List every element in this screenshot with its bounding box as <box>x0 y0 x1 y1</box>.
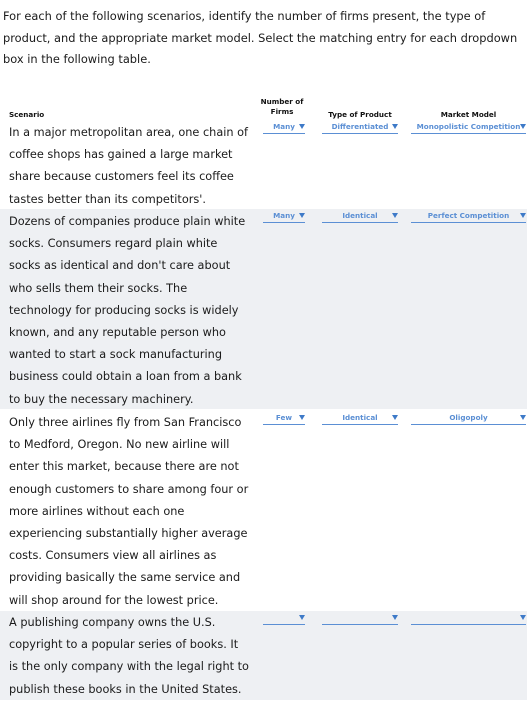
product-dropdown-1[interactable] <box>322 122 398 134</box>
chevron-down-icon <box>299 415 305 420</box>
model-dropdown-2-value: Perfect Competition <box>427 211 510 220</box>
header-scenario: Scenario <box>9 110 45 119</box>
model-dropdown-3-value: Oligopoly <box>449 413 488 422</box>
scenario-text-1: In a major metropolitan area, one chain of coffee shops has gained a large market share because customers feel its coffee tastes better than its competitors'. <box>9 126 249 206</box>
instructions-text: For each of the following scenarios, identify the number of firms present, the type of product, and the appropriate market model. Select the matching entry for each dropdown box in the following table. <box>3 9 518 66</box>
chevron-down-icon <box>392 124 398 129</box>
chevron-down-icon <box>520 124 526 129</box>
product-dropdown-1-value: Differentiated <box>331 122 389 131</box>
firms-dropdown-1-value: Many <box>273 122 295 131</box>
header-type-of-product: Type of Product <box>328 110 392 119</box>
scenario-text-2: Dozens of companies produce plain white socks. Consumers regard plain white socks as identical and don't care about who sells them their socks. The technology for producing socks is widely known, and any reputable person who wanted to start a sock manufacturing business could obtain a loan from a bank to buy the necessary machinery. <box>9 215 246 406</box>
model-dropdown-1[interactable] <box>411 122 526 134</box>
header-market-model: Market Model <box>440 110 497 119</box>
chevron-down-icon <box>299 615 305 620</box>
chevron-down-icon <box>392 615 398 620</box>
scenario-text-3: Only three airlines fly from San Francisco to Medford, Oregon. No new airline will enter this market, because there are not enough customers to share among four or more airlines without each one experiencing substantially higher average costs. Consumers view all airlines as providing basically the same service and will shop around for the lowest price. <box>9 416 249 607</box>
header-number-of-firms: Number of Firms <box>260 97 304 116</box>
product-dropdown-4[interactable] <box>322 613 398 625</box>
model-dropdown-3[interactable] <box>411 413 526 425</box>
firms-dropdown-1[interactable] <box>263 122 305 134</box>
chevron-down-icon <box>392 213 398 218</box>
model-dropdown-1-value: Monopolistic Competition <box>416 122 521 131</box>
product-dropdown-2[interactable] <box>322 211 398 223</box>
firms-dropdown-2[interactable] <box>263 211 305 223</box>
chevron-down-icon <box>392 415 398 420</box>
product-dropdown-2-value: Identical <box>342 211 378 220</box>
chevron-down-icon <box>520 415 526 420</box>
firms-dropdown-4[interactable] <box>263 613 305 625</box>
model-dropdown-2[interactable] <box>411 211 526 223</box>
product-dropdown-3[interactable] <box>322 413 398 425</box>
firms-dropdown-2-value: Many <box>273 211 295 220</box>
chevron-down-icon <box>299 213 305 218</box>
scenario-text-4: A publishing company owns the U.S. copyright to a popular series of books. It is the only company with the legal right to publish these books in the United States. <box>9 616 249 696</box>
chevron-down-icon <box>520 615 526 620</box>
firms-dropdown-3-value: Few <box>275 413 293 422</box>
model-dropdown-4[interactable] <box>411 613 526 625</box>
product-dropdown-3-value: Identical <box>342 413 378 422</box>
chevron-down-icon <box>520 213 526 218</box>
firms-dropdown-3[interactable] <box>263 413 305 425</box>
chevron-down-icon <box>299 124 305 129</box>
